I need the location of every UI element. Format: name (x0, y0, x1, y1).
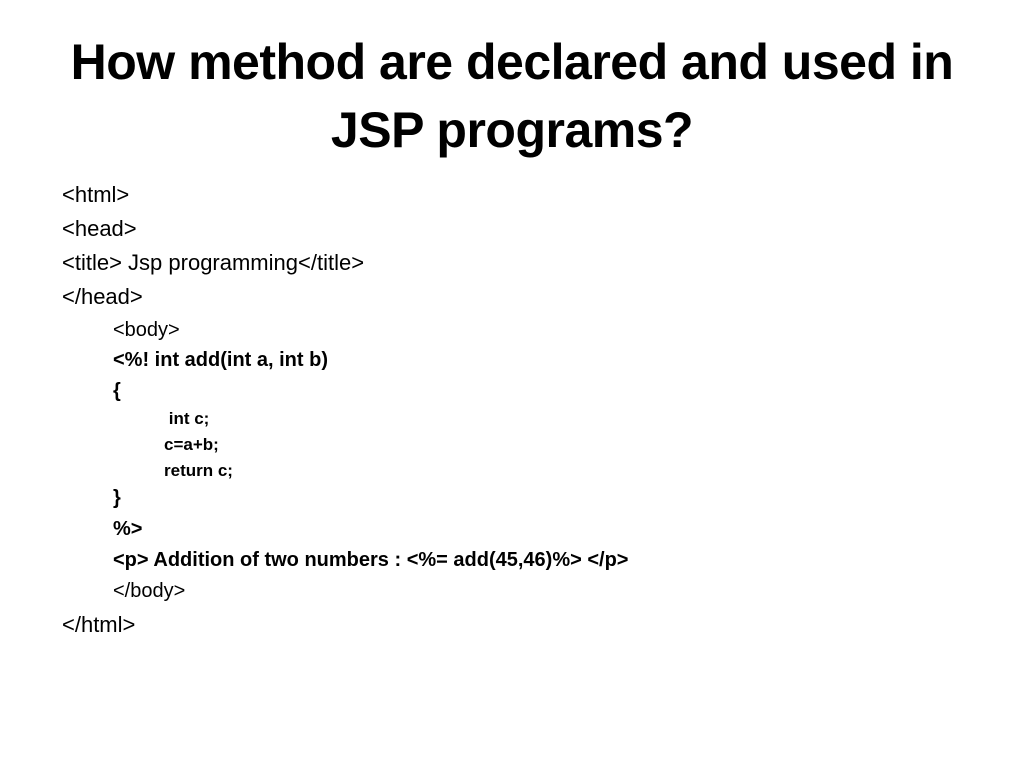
code-line-head-close: </head> (62, 284, 143, 309)
code-line-open-brace: { (113, 380, 121, 402)
code-line-title: <title> Jsp programming</title> (62, 250, 365, 275)
code-line-head-open: <head> (62, 216, 137, 241)
slide-title: How method are declared and used in JSP programs? (70, 34, 954, 158)
code-line-return: return c; (164, 461, 233, 480)
code-line-body-close: </body> (113, 580, 186, 602)
code-line-paragraph-expression: <p> Addition of two numbers : <%= add(45,46)%> </p> (113, 549, 629, 571)
code-line-method-declaration: <%! int add(int a, int b) (113, 349, 328, 371)
code-line-html-close: </html> (62, 612, 136, 637)
code-line-int-c: int c; (164, 409, 210, 428)
code-line-html-open: <html> (62, 182, 130, 207)
code-line-close-brace: } (113, 487, 121, 509)
code-line-assignment: c=a+b; (164, 435, 219, 454)
code-line-body-open: <body> (113, 319, 180, 341)
code-line-declaration-end: %> (113, 518, 143, 540)
